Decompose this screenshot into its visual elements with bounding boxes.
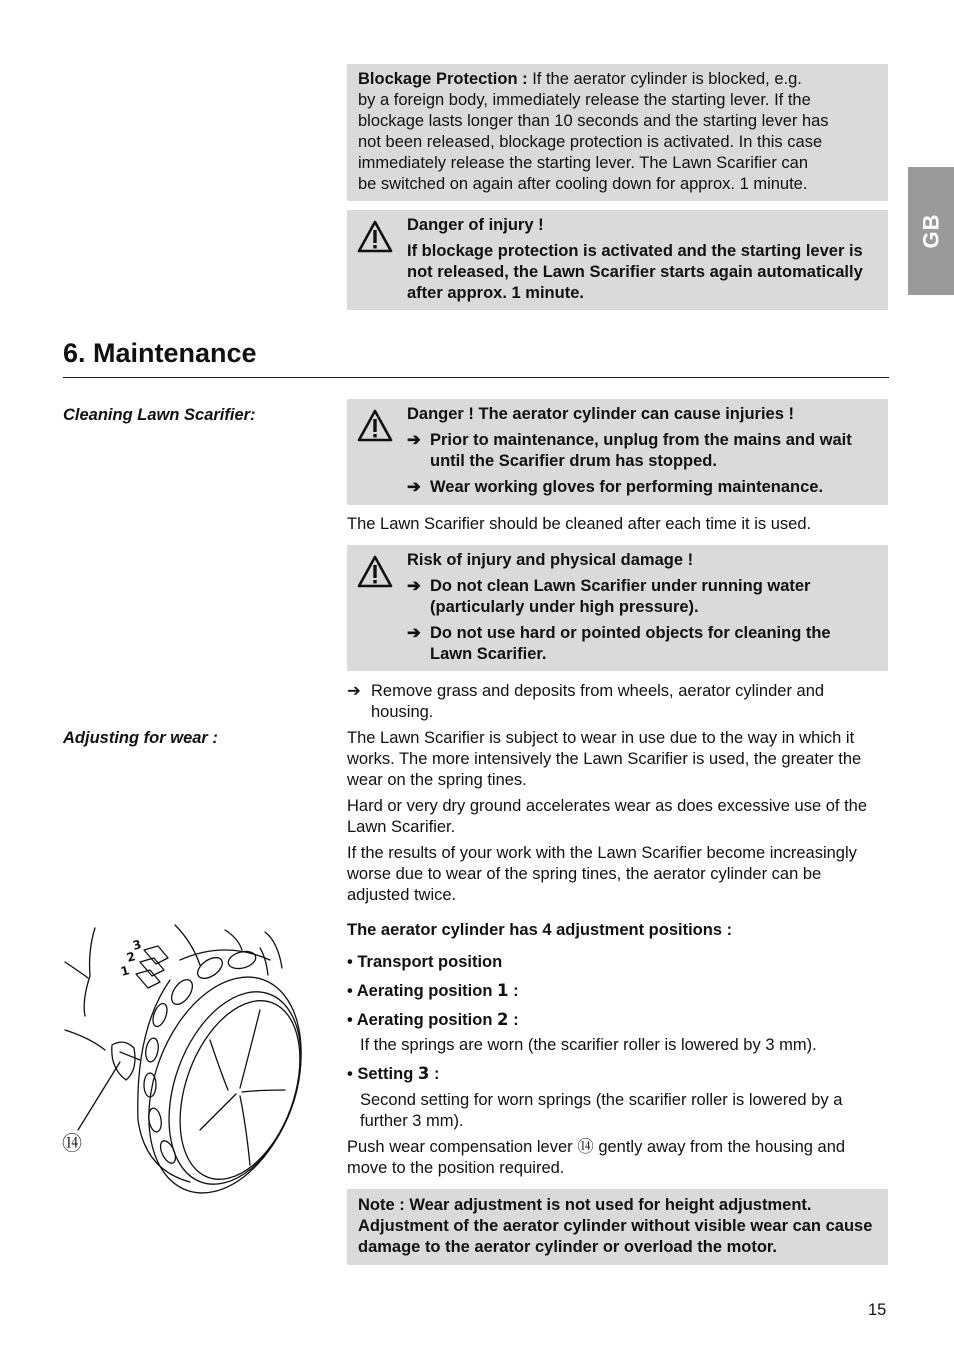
blockage-line: blockage lasts longer than 10 seconds and the starting lever has: [358, 112, 829, 130]
arrow-icon: ➔: [407, 431, 421, 449]
blockage-line: by a foreign body, immediately release the starting lever. If the: [358, 91, 811, 109]
list-item: ➔ Wear working gloves for performing maintenance.: [407, 478, 824, 496]
blockage-line: not been released, blockage protection is activated. In this case: [358, 133, 823, 151]
push-text: Push wear compensation lever ⑭ gently away from the housing and move to the position required.: [347, 1137, 846, 1177]
blockage-protection-box: [347, 64, 888, 201]
paragraph: The Lawn Scarifier is subject to wear in use due to the way in which it works. The more intensively the Lawn Scarifier is used, the greater the wear on the spring tines.: [347, 729, 862, 789]
danger-text: If blockage protection is activated and the starting lever is not released, the Lawn Scarifier starts again automatically after approx. 1 minute.: [407, 242, 863, 302]
list-item: • Aerating position 2 :: [347, 1010, 519, 1029]
cleaning-label: Cleaning Lawn Scarifier:: [63, 406, 256, 424]
figure-label: 3: [131, 937, 143, 953]
language-tab-label: GB: [918, 213, 944, 249]
warning-triangle-icon: [357, 409, 393, 443]
figure-callout: ⑭: [62, 1131, 82, 1155]
blockage-text-line1: If the aerator cylinder is blocked, e.g.: [532, 70, 802, 88]
warning-triangle-icon: [357, 555, 393, 589]
figure-label: 2: [125, 949, 137, 965]
wheel-adjustment-figure: [60, 920, 350, 1205]
list-item: • Aerating position 1 :: [347, 981, 519, 1000]
arrow-icon: ➔: [347, 682, 361, 700]
position-desc: If the springs are worn (the scarifier roller is lowered by 3 mm).: [360, 1036, 817, 1054]
list-item: ➔ Do not use hard or pointed objects for cleaning the Lawn Scarifier.: [407, 624, 831, 663]
remove-item: ➔ Remove grass and deposits from wheels, aerator cylinder and housing.: [347, 682, 825, 721]
list-item: • Setting 3 :: [347, 1064, 440, 1083]
blockage-label: Blockage Protection :: [358, 70, 528, 88]
arrow-icon: ➔: [407, 624, 421, 642]
clean-text: The Lawn Scarifier should be cleaned after each time it is used.: [347, 515, 812, 533]
danger-cylinder-box: [347, 399, 888, 505]
list-item: ➔ Do not clean Lawn Scarifier under running water (particularly under high pressure).: [407, 577, 811, 616]
note-box: Note : Wear adjustment is not used for height adjustment. Adjustment of the aerator cylinder without visible wear can cause damage to the aerator cylinder or overload the motor.: [347, 1189, 888, 1265]
paragraph: If the results of your work with the Lawn Scarifier become increasingly worse due to wear of the spring tines, the aerator cylinder can be adjusted twice.: [347, 844, 857, 904]
blockage-line: be switched on again after cooling down for approx. 1 minute.: [358, 175, 808, 193]
list-item: • Transport position: [347, 953, 503, 971]
danger-title: Risk of injury and physical damage !: [407, 551, 694, 569]
danger-damage-box: [347, 545, 888, 671]
section-rule: [63, 377, 889, 378]
wear-label: Adjusting for wear :: [63, 729, 218, 747]
blockage-line: immediately release the starting lever. The Lawn Scarifier can: [358, 154, 808, 172]
page-number: 15: [868, 1301, 887, 1319]
list-item: ➔ Prior to maintenance, unplug from the mains and wait until the Scarifier drum has stopped.: [407, 431, 852, 470]
wear-paragraphs: [347, 728, 887, 906]
section-title: 6. Maintenance: [63, 338, 257, 368]
arrow-icon: ➔: [407, 577, 421, 595]
positions-heading: The aerator cylinder has 4 adjustment positions :: [347, 921, 733, 939]
figure-label: 1: [119, 963, 131, 979]
danger-title: Danger of injury !: [407, 216, 544, 234]
position-desc: Second setting for worn springs (the scarifier roller is lowered by a further 3 mm).: [360, 1091, 843, 1130]
warning-triangle-icon: [357, 220, 393, 254]
danger-title: Danger ! The aerator cylinder can cause injuries !: [407, 405, 794, 423]
danger-injury-box: [347, 210, 888, 310]
language-tab: [908, 167, 954, 295]
arrow-icon: ➔: [407, 478, 421, 496]
paragraph: Hard or very dry ground accelerates wear as does excessive use of the Lawn Scarifier.: [347, 797, 868, 836]
